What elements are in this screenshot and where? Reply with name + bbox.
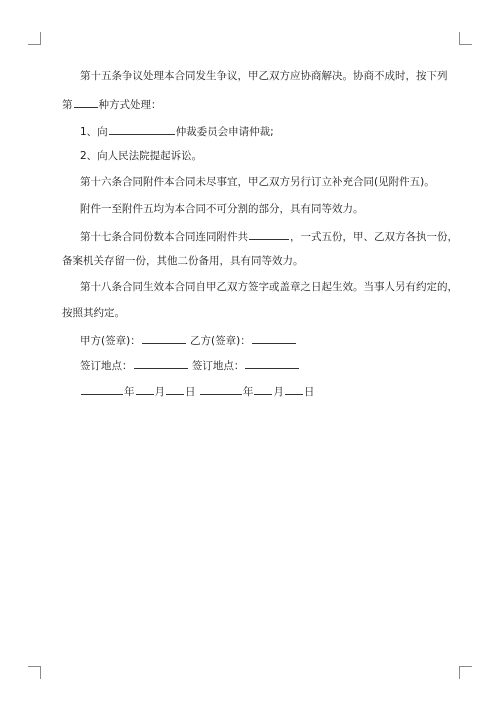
date-b-month-label: 月 <box>273 386 284 398</box>
clause-15-text: 第十五条争议处理本合同发生争议，甲乙双方应协商解决。协商不成时，按下列 <box>80 70 448 82</box>
clause-18-line-1 <box>80 280 458 294</box>
signing-place-row <box>80 357 300 373</box>
clause-18-line-2 <box>62 306 125 320</box>
clause-15-prefix: 第 <box>62 99 73 111</box>
clause-16-text: 第十六条合同附件本合同未尽事宜，甲乙双方另行订立补充合同(见附件五)。 <box>80 176 435 188</box>
clause-15-line-2 <box>62 96 162 112</box>
clause-15-option-1 <box>80 123 274 139</box>
crop-mark-top-right <box>459 32 472 45</box>
crop-mark-top-left <box>28 32 41 45</box>
clause-15-suffix: 种方式处理： <box>98 99 162 111</box>
crop-mark-bottom-left <box>28 666 41 679</box>
arbitration-committee-blank[interactable] <box>109 123 175 135</box>
clause-18-text: 第十八条合同生效本合同自甲乙双方签字或盖章之日起生效。当事人另有约定的， <box>80 281 458 293</box>
clause-17-continuation: 备案机关存留一份，其他二份备用，具有同等效力。 <box>62 255 304 267</box>
clause-17-suffix: ，一式五份，甲、乙双方各执一份， <box>290 231 458 243</box>
date-a-month-blank[interactable] <box>136 383 154 395</box>
clause-18-continuation: 按照其约定。 <box>62 307 125 319</box>
date-a-year-label: 年 <box>124 386 135 398</box>
method-blank[interactable] <box>74 96 98 108</box>
party-a-signature-blank[interactable] <box>142 332 186 344</box>
date-a-year-blank[interactable] <box>81 383 123 395</box>
date-b-year-blank[interactable] <box>200 383 242 395</box>
clause-16-line-2 <box>80 202 364 216</box>
date-a-day-label: 日 <box>185 386 196 398</box>
signing-place-b-blank[interactable] <box>245 357 299 369</box>
crop-mark-bottom-right <box>459 666 472 679</box>
attachment-text: 附件一至附件五均为本合同不可分割的部分，具有同等效力。 <box>80 203 364 215</box>
date-a-month-label: 月 <box>154 386 165 398</box>
date-b-day-blank[interactable] <box>285 383 303 395</box>
clause-16-line-1 <box>80 175 435 189</box>
party-b-signature-blank[interactable] <box>252 332 296 344</box>
clause-17-line-2 <box>62 254 304 268</box>
clause-15-option-2 <box>80 149 202 163</box>
date-a-day-blank[interactable] <box>166 383 184 395</box>
date-b-year-label: 年 <box>242 386 254 398</box>
signing-place-a-blank[interactable] <box>134 357 188 369</box>
option-1-prefix: 1、向 <box>80 126 108 138</box>
party-a-label: 甲方(签章)： <box>80 335 141 347</box>
option-2-text: 2、向人民法院提起诉讼。 <box>80 150 203 162</box>
copies-count-blank[interactable] <box>249 228 289 240</box>
clause-15-line-1 <box>80 69 448 83</box>
party-b-label: 乙方(签章)： <box>190 335 251 347</box>
signing-place-a-label: 签订地点： <box>80 360 133 372</box>
signing-place-b-label: 签订地点： <box>191 360 245 372</box>
clause-17-line-1 <box>80 228 458 244</box>
option-1-suffix: 仲裁委员会申请仲裁; <box>175 126 274 138</box>
clause-17-prefix: 第十七条合同份数本合同连同附件共 <box>80 231 248 243</box>
date-row <box>80 383 314 399</box>
date-b-month-blank[interactable] <box>254 383 272 395</box>
signature-row <box>80 332 297 348</box>
date-b-day-label: 日 <box>303 386 315 398</box>
